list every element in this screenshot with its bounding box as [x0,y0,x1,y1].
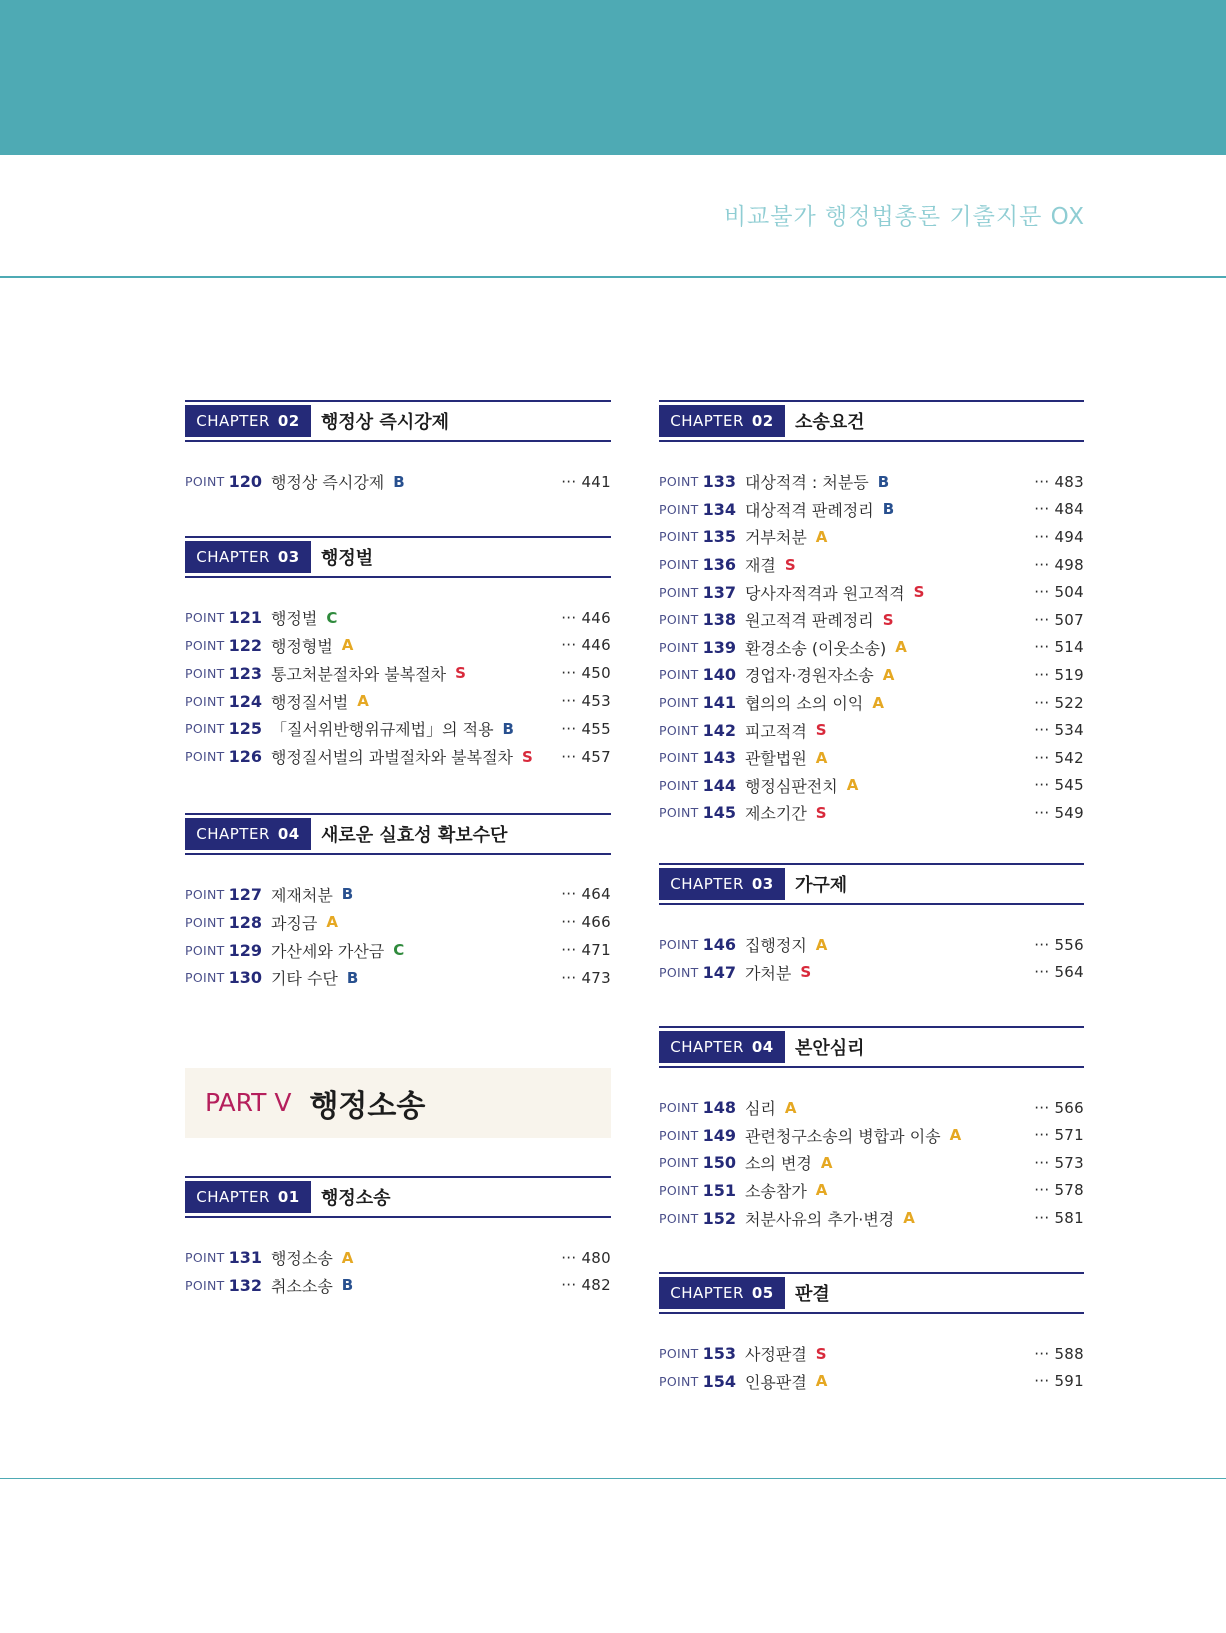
page-number: ··· 588 [1034,1344,1084,1363]
point-number: 133 [702,472,736,492]
chapter-label-text: CHAPTER [196,824,270,843]
point-label: POINT [185,1277,225,1293]
point-number: 147 [702,962,736,982]
chapter-section [185,813,611,992]
point-label: POINT [185,1250,225,1266]
point-number: 142 [702,720,736,740]
point-title: 통고처분절차와 불복절차 [270,664,447,684]
point-title: 대상적격 판례정리 [744,500,874,520]
toc-entry[interactable] [185,687,611,715]
point-list [185,1244,611,1300]
page-number: ··· 482 [561,1276,611,1295]
point-title: 행정소송 [270,1249,333,1269]
point-number: 139 [702,637,736,657]
toc-entry[interactable] [185,908,611,936]
page-number: ··· 571 [1034,1126,1084,1145]
point-number: 140 [702,665,736,685]
chapter-section [185,1176,611,1300]
page-number: ··· 453 [561,692,611,711]
grade-badge: A [949,1126,962,1145]
point-title: 관련청구소송의 병합과 이송 [744,1126,941,1146]
grade-badge: B [882,500,895,519]
page-number: ··· 578 [1034,1181,1084,1200]
page-number: ··· 484 [1034,500,1084,519]
point-number: 126 [228,747,262,767]
grade-badge: C [326,608,338,627]
point-label: POINT [185,886,225,902]
point-title: 심리 [744,1099,776,1119]
toc-entry[interactable] [659,1340,1084,1368]
toc-entry[interactable] [659,661,1084,689]
point-number: 146 [702,935,736,955]
grade-badge: A [882,665,895,684]
page-number: ··· 480 [561,1248,611,1267]
page-number: ··· 464 [561,885,611,904]
page-number: ··· 446 [561,608,611,627]
point-number: 121 [228,608,262,628]
grade-badge: A [895,638,907,657]
point-label: POINT [659,777,699,793]
grade-badge: C [393,941,405,960]
top-color-band [0,0,1226,155]
chapter-header [185,400,611,442]
point-title: 관할법원 [744,749,807,769]
toc-entry[interactable] [185,1244,611,1272]
point-number: 149 [702,1125,736,1145]
toc-entry[interactable] [659,634,1084,662]
grade-badge: S [815,1344,827,1363]
chapter-label-text: CHAPTER [196,1187,270,1206]
point-number: 137 [702,582,736,602]
point-title: 행정질서벌 [270,692,349,712]
chapter-title: 행정벌 [321,547,374,569]
point-label: POINT [659,722,699,738]
toc-entry[interactable] [659,799,1084,827]
point-label: POINT [185,721,225,737]
page-number: ··· 457 [561,747,611,766]
toc-entry[interactable] [659,468,1084,496]
point-label: POINT [659,964,699,980]
point-title: 원고적격 판례정리 [744,611,874,631]
book-title: 비교불가 행정법총론 기출지문 OX [723,204,1085,230]
toc-entry[interactable] [659,772,1084,800]
toc-entry[interactable] [659,1177,1084,1205]
chapter-label [659,1277,785,1309]
grade-badge: B [341,885,354,904]
toc-entry[interactable] [185,468,611,496]
point-title: 과징금 [270,913,318,933]
point-title: 제소기간 [744,804,807,824]
point-list [185,604,611,771]
grade-badge: S [521,747,533,766]
point-list [185,468,611,496]
chapter-label [659,868,785,900]
point-title: 기타 수단 [270,969,338,989]
point-title: 행정벌 [270,609,318,629]
chapter-header [659,1272,1084,1314]
toc-entry[interactable] [659,496,1084,524]
point-number: 122 [228,635,262,655]
point-label: POINT [185,970,225,986]
point-number: 150 [702,1153,736,1173]
point-label: POINT [185,610,225,626]
grade-badge: S [815,721,827,740]
point-label: POINT [659,1127,699,1143]
chapter-number: 04 [277,824,300,843]
toc-entry[interactable] [659,689,1084,717]
grade-badge: S [913,583,925,602]
chapter-section [659,1026,1084,1232]
point-number: 120 [228,472,262,492]
point-number: 130 [228,968,262,988]
point-list [659,468,1084,827]
chapter-header [659,400,1084,442]
chapter-number: 04 [751,1037,774,1056]
point-label: POINT [185,693,225,709]
grade-badge: A [326,913,338,932]
point-label: POINT [659,1210,699,1226]
point-label: POINT [185,637,225,653]
chapter-label-text: CHAPTER [196,412,270,430]
point-title: 「질서위반행위규제법」의 적용 [270,720,494,740]
chapter-label [659,1031,785,1063]
page-number: ··· 556 [1034,935,1084,954]
grade-badge: A [815,935,828,954]
page-number: ··· 522 [1034,693,1084,712]
point-number: 151 [702,1180,736,1200]
point-title: 협의의 소의 이익 [744,694,864,714]
chapter-label [185,818,311,850]
page-number: ··· 591 [1034,1372,1084,1391]
point-number: 127 [228,884,262,904]
chapter-header [659,1026,1084,1068]
page-number: ··· 534 [1034,721,1084,740]
point-label: POINT [659,612,699,628]
page-number: ··· 581 [1034,1209,1084,1228]
chapter-header [659,863,1084,905]
toc-entry[interactable] [659,1094,1084,1122]
point-label: POINT [659,557,699,573]
point-number: 145 [702,803,736,823]
toc-entry[interactable] [659,931,1084,959]
toc-entry[interactable] [185,881,611,909]
toc-entry[interactable] [659,551,1084,579]
point-number: 134 [702,499,736,519]
point-number: 135 [702,527,736,547]
toc-entry[interactable] [659,606,1084,634]
grade-badge: A [820,1153,833,1172]
grade-badge: A [815,1181,828,1200]
point-label: POINT [185,665,225,681]
point-number: 141 [702,693,736,713]
chapter-label-text: CHAPTER [670,412,744,430]
chapter-label-text: CHAPTER [196,547,270,566]
chapter-label [659,405,785,437]
point-number: 136 [702,555,736,575]
grade-badge: B [341,1276,354,1295]
page-number: ··· 466 [561,913,611,932]
point-label: POINT [185,474,225,490]
grade-badge: B [502,719,514,738]
page-number: ··· 519 [1034,665,1084,684]
toc-entry[interactable] [659,744,1084,772]
grade-badge: S [455,664,466,683]
toc-entry[interactable] [659,1367,1084,1395]
chapter-section [659,1272,1084,1395]
point-label: POINT [659,501,699,517]
point-label: POINT [659,584,699,600]
point-label: POINT [659,1100,699,1116]
point-number: 148 [702,1098,736,1118]
page-number: ··· 498 [1034,555,1084,574]
point-title: 행정형벌 [270,636,333,656]
part-label: PART V [205,1088,292,1118]
chapter-section [659,400,1084,827]
point-title: 행정질서벌의 과벌절차와 불복절차 [270,748,513,768]
chapter-number: 05 [751,1283,774,1302]
grade-badge: S [882,610,894,629]
page-number: ··· 473 [561,968,611,987]
toc-entry[interactable] [185,964,611,992]
grade-badge: S [815,803,827,822]
point-label: POINT [659,529,699,545]
point-title: 집행정지 [744,936,807,956]
grade-badge: S [784,555,796,574]
toc-entry[interactable] [185,936,611,964]
grade-badge: A [815,748,828,767]
point-number: 154 [702,1371,736,1391]
point-number: 152 [702,1208,736,1228]
page-number: ··· 441 [561,472,611,491]
chapter-header [185,1176,611,1218]
grade-badge: A [815,1372,828,1391]
point-label: POINT [659,695,699,711]
grade-badge: A [815,527,828,546]
toc-entry[interactable] [659,523,1084,551]
point-title: 가처분 [744,963,792,983]
part-banner [185,1068,611,1138]
point-label: POINT [659,1155,699,1171]
point-number: 125 [228,719,262,739]
grade-badge: A [784,1098,797,1117]
toc-entry[interactable] [659,1122,1084,1150]
page-number: ··· 564 [1034,963,1084,982]
header-rule [0,276,1226,278]
page-number: ··· 507 [1034,610,1084,629]
chapter-title: 행정소송 [321,1187,391,1209]
page-number: ··· 573 [1034,1153,1084,1172]
point-label: POINT [659,1346,699,1362]
chapter-label [185,1181,311,1213]
point-number: 123 [228,663,262,683]
right-column [659,400,1084,1395]
point-label: POINT [659,474,699,490]
page-number: ··· 549 [1034,803,1084,822]
point-label: POINT [185,749,225,765]
grade-badge: S [800,963,812,982]
toc-entry[interactable] [185,715,611,743]
chapter-number: 01 [277,1187,300,1206]
grade-badge: B [393,472,405,491]
chapter-number: 03 [277,547,300,566]
point-title: 사정판결 [744,1345,807,1365]
point-title: 소의 변경 [744,1154,812,1174]
chapter-title: 판결 [795,1283,830,1305]
point-title: 거부처분 [744,528,807,548]
page-number: ··· 504 [1034,583,1084,602]
point-label: POINT [659,805,699,821]
grade-badge: A [357,692,369,711]
point-list [659,1340,1084,1395]
chapter-number: 02 [751,412,774,430]
point-title: 행정상 즉시강제 [270,473,385,493]
point-title: 피고적격 [744,721,807,741]
point-title: 환경소송 (이웃소송) [744,638,887,658]
chapter-label-text: CHAPTER [670,1037,744,1056]
chapter-title: 소송요건 [795,412,865,433]
chapter-title: 행정상 즉시강제 [321,412,449,433]
chapter-label-text: CHAPTER [670,874,744,893]
point-label: POINT [659,639,699,655]
toc-entry[interactable] [185,1272,611,1300]
point-number: 143 [702,748,736,768]
point-title: 소송참가 [744,1181,807,1201]
point-label: POINT [185,914,225,930]
point-list [659,1094,1084,1232]
point-title: 제재처분 [270,885,333,905]
point-title: 경업자·경원자소송 [744,666,874,686]
point-title: 처분사유의 추가·변경 [744,1209,895,1229]
chapter-section [185,400,611,496]
point-list [659,931,1084,986]
chapter-label [185,541,311,573]
chapter-title: 본안심리 [795,1037,865,1059]
toc-entry[interactable] [659,578,1084,606]
toc-entry[interactable] [659,716,1084,744]
chapter-number: 02 [277,412,300,430]
chapter-title: 새로운 실효성 확보수단 [321,824,508,846]
point-number: 138 [702,610,736,630]
point-number: 128 [228,912,262,932]
toc-entry[interactable] [659,1204,1084,1232]
page-number: ··· 542 [1034,748,1084,767]
page-number: ··· 566 [1034,1098,1084,1117]
point-title: 대상적격 : 처분등 [744,473,869,493]
grade-badge: A [903,1209,915,1228]
page-number: ··· 471 [561,941,611,960]
chapter-label-text: CHAPTER [670,1283,744,1302]
point-label: POINT [659,667,699,683]
grade-badge: A [341,1248,354,1267]
point-label: POINT [185,942,225,958]
toc-entry[interactable] [185,604,611,632]
grade-badge: A [341,636,354,655]
point-number: 129 [228,940,262,960]
point-title: 가산세와 가산금 [270,941,385,961]
left-column [185,400,611,1299]
chapter-label [185,405,311,437]
point-number: 153 [702,1344,736,1364]
page-number: ··· 446 [561,636,611,655]
toc-entry[interactable] [185,632,611,660]
point-number: 124 [228,691,262,711]
footer-rule [0,1478,1226,1479]
grade-badge: A [846,776,859,795]
point-title: 재결 [744,556,776,576]
point-number: 131 [228,1248,262,1268]
chapter-section [659,863,1084,986]
point-list [185,881,611,992]
point-number: 132 [228,1275,262,1295]
point-label: POINT [659,750,699,766]
point-label: POINT [659,1182,699,1198]
page-number: ··· 514 [1034,638,1084,657]
grade-badge: B [877,472,890,491]
point-title: 행정심판전치 [744,776,838,796]
point-title: 인용판결 [744,1372,807,1392]
toc-entry[interactable] [185,743,611,771]
point-number: 144 [702,775,736,795]
toc-entry[interactable] [659,1149,1084,1177]
page-number: ··· 450 [561,664,611,683]
point-label: POINT [659,1373,699,1389]
grade-badge: A [872,693,884,712]
page-number: ··· 545 [1034,776,1084,795]
chapter-number: 03 [751,874,774,893]
page-number: ··· 455 [561,719,611,738]
grade-badge: B [346,968,359,987]
toc-entry[interactable] [659,958,1084,986]
point-title: 취소소송 [270,1276,333,1296]
toc-entry[interactable] [185,659,611,687]
chapter-section [185,536,611,771]
page-number: ··· 494 [1034,527,1084,546]
chapter-title: 가구제 [795,874,848,896]
part-title: 행정소송 [309,1088,426,1124]
point-title: 당사자적격과 원고적격 [744,583,905,603]
page-number: ··· 483 [1034,472,1084,491]
point-label: POINT [659,937,699,953]
chapter-header [185,536,611,578]
chapter-header [185,813,611,855]
